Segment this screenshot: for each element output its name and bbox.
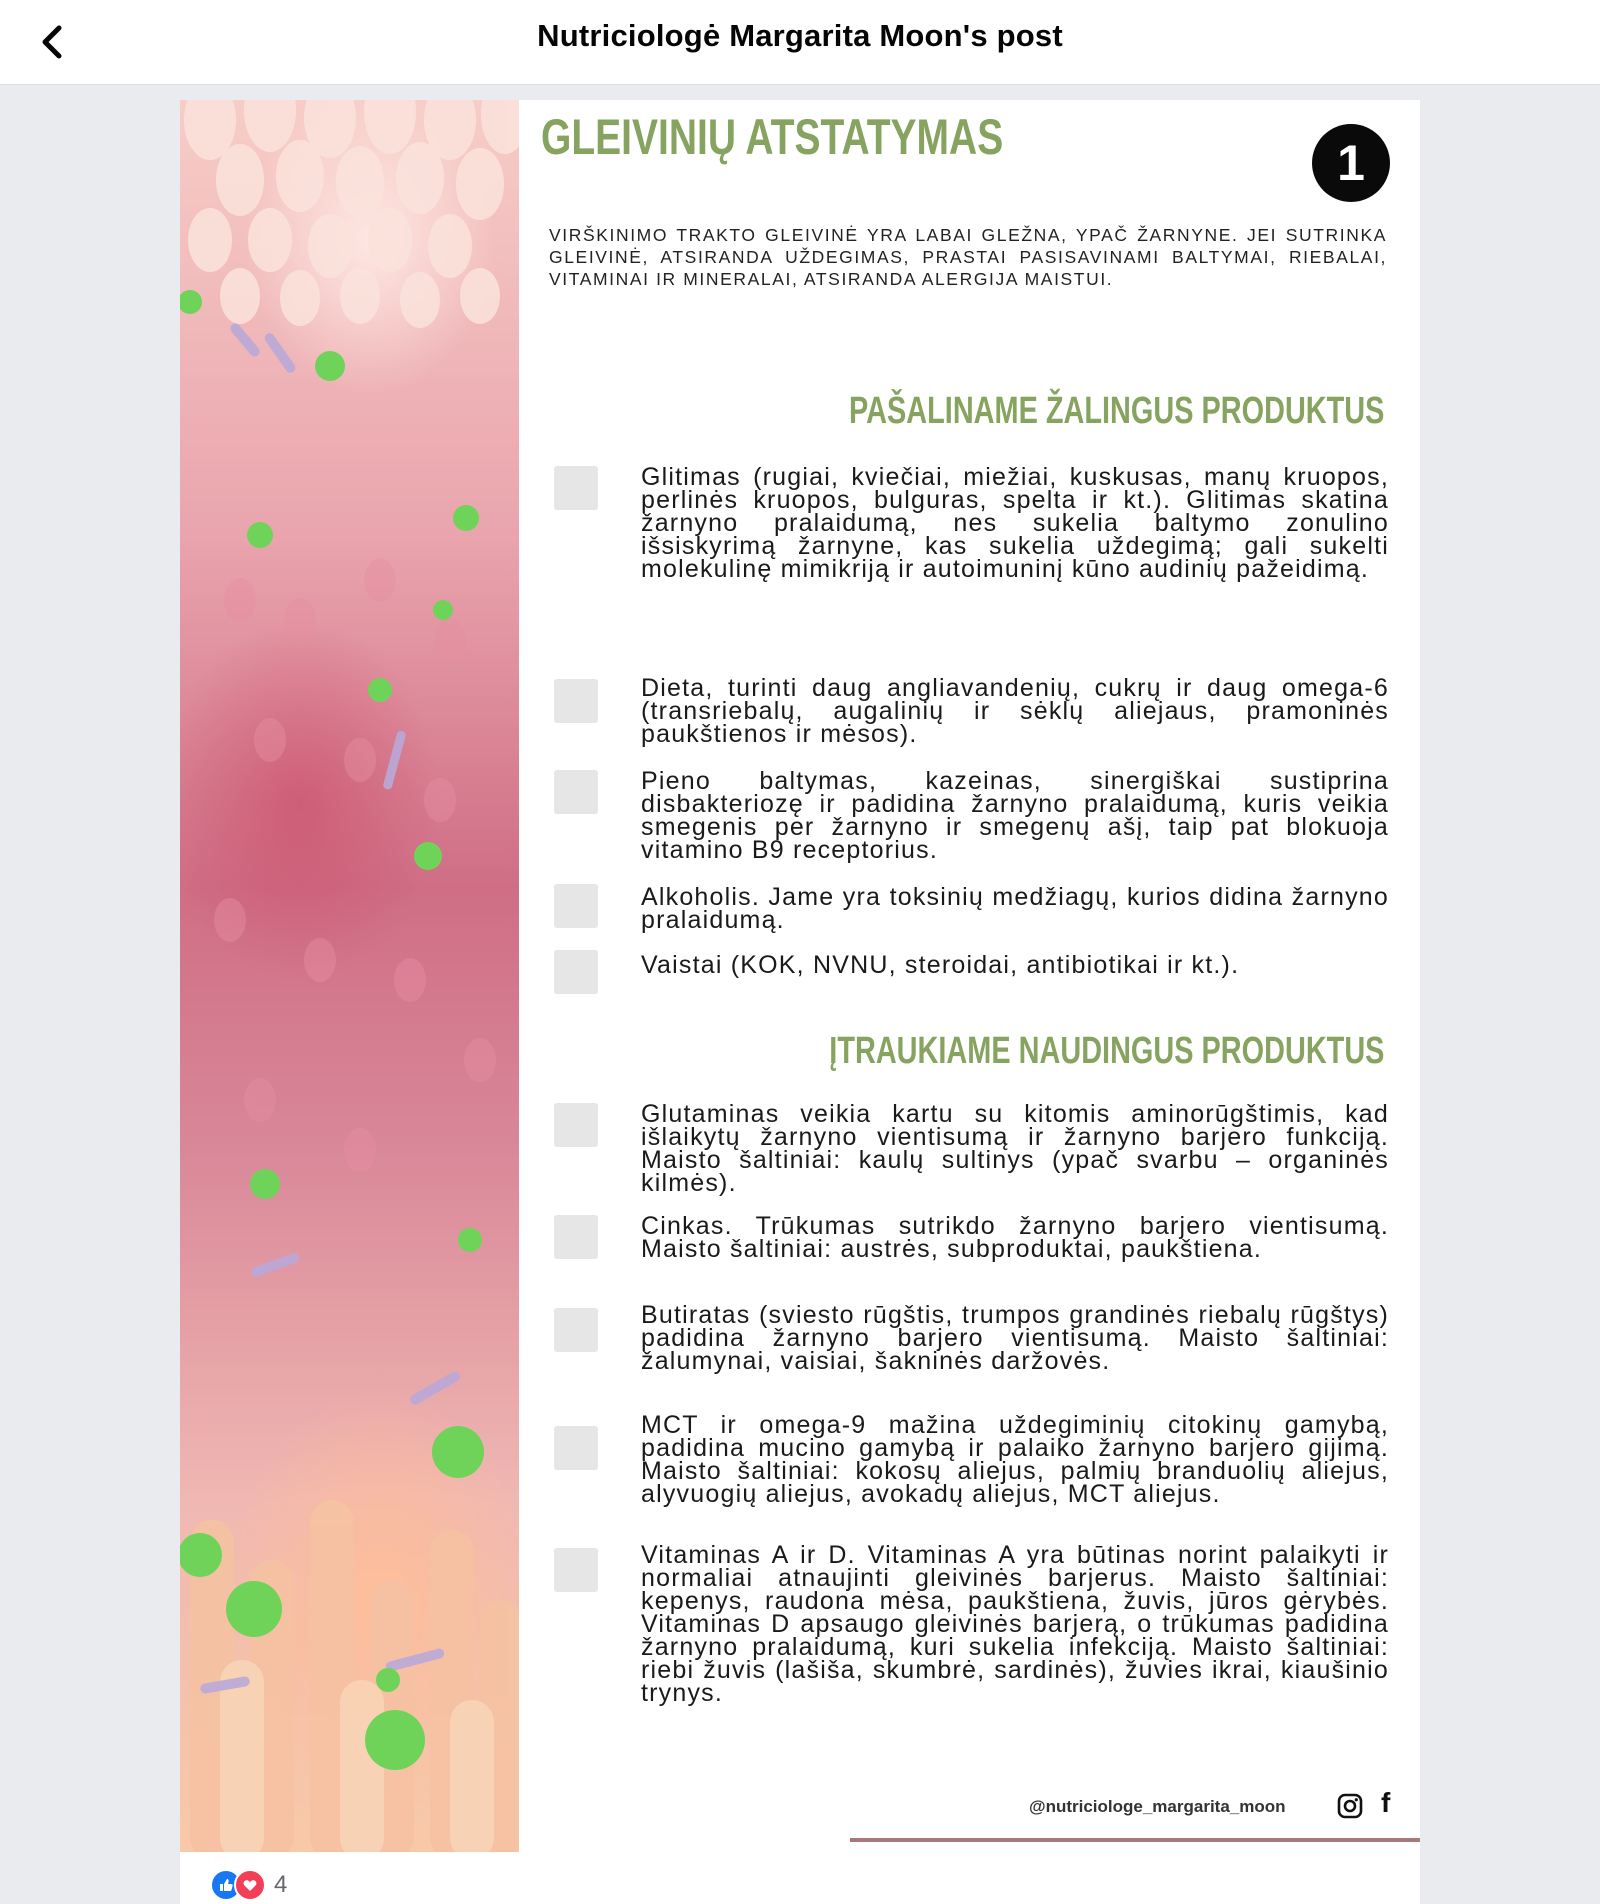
list-item-text: MCT ir omega-9 mažina uždegiminių citokinų gamybą, padidina mucino gamybą ir palaiko žarnyno barjero gijimą. Maisto šaltiniai: kokosų aliejus, palmių branduolių aliejus, alyvuogių aliejus, avokadų aliejus, MCT aliejus. <box>641 1411 1389 1508</box>
checkbox <box>554 770 598 814</box>
checkbox <box>554 1215 598 1259</box>
reaction-count: 4 <box>274 1871 288 1898</box>
list-item-text: Glitimas (rugiai, kviečiai, miežiai, kuskusas, manų kruopos, perlinės kruopos, bulguras, spelta ir kt.). Glitimas skatina žarnyno pralaidumą, nes sukelia baltymo zonulino išsiskyrimą žarnyne, kas sukelia uždegimą; gali sukelti molekulinę mimikriją ir autoimuninį kūno audinių pažeidimą. <box>641 463 1389 583</box>
checkbox <box>554 1308 598 1352</box>
checkbox <box>554 1426 598 1470</box>
list-item-text: Vitaminas A ir D. Vitaminas A yra būtinas norint palaikyti ir normaliai atnaujinti gleivinės barjerus. Maisto šaltiniai: kepenys, raudona mėsa, paukštiena, žuvis, jūros gėrybės. Vitaminas D apsaugo gleivinės barjerą, o trūkumas padidina žarnyno pralaidumą, kuri sukelia infekciją. Maisto šaltiniai: riebi žuvis (lašiša, skumbrė, sardinės), žuvies ikrai, kiaušinio trynys. <box>641 1541 1389 1707</box>
page-title: Nutriciologė Margarita Moon's post <box>537 18 1063 53</box>
list-item-text: Vaistai (KOK, NVNU, steroidai, antibiotikai ir kt.). <box>641 951 1240 979</box>
section-heading-remove: PAŠALINAME ŽALINGUS PRODUKTUS <box>848 390 1384 432</box>
footer-divider <box>850 1838 1420 1842</box>
villi-illustration <box>180 100 519 1852</box>
list-item-text: Cinkas. Trūkumas sutrikdo žarnyno barjero vientisumą. Maisto šaltiniai: austrės, subproduktai, paukštiena. <box>641 1212 1389 1263</box>
checkbox <box>554 884 598 928</box>
intestine-photo[interactable] <box>180 100 519 1852</box>
number-badge: 1 <box>1312 124 1390 202</box>
section-heading-add: ĮTRAUKIAME NAUDINGUS PRODUKTUS <box>828 1030 1384 1072</box>
infographic-image[interactable] <box>519 100 1420 1852</box>
infographic-title: GLEIVINIŲ ATSTATYMAS <box>541 109 1004 165</box>
list-item-text: Dieta, turinti daug angliavandenių, cukrų ir daug omega-6 (transriebalų, augalinių ir sėklų aliejaus, pramoninės paukštienos ir mėsos). <box>641 674 1389 748</box>
reactions-bar[interactable] <box>210 1870 287 1900</box>
checkbox <box>554 466 598 510</box>
top-bar <box>0 0 1600 85</box>
checkbox <box>554 1548 598 1592</box>
instagram-icon <box>1337 1793 1363 1819</box>
checkbox <box>554 950 598 994</box>
intro-text: VIRŠKINIMO TRAKTO GLEIVINĖ YRA LABAI GLEŽNA, YPAČ ŽARNYNE. JEI SUTRINKA GLEIVINĖ, ATSIRANDA UŽDEGIMAS, PRASTAI PASISAVINAMI BALTYMAI, RIEBALAI, VITAMINAI IR MINERALAI, ATSIRANDA ALERGIJA MAISTUI. <box>549 225 1387 289</box>
list-item-text: Glutaminas veikia kartu su kitomis aminorūgštimis, kad išlaikytų žarnyno vientisumą ir žarnyno barjero funkciją. Maisto šaltiniai: kaulų sultinys (ypač svarbu – organinės kilmės). <box>641 1100 1389 1197</box>
checkbox <box>554 679 598 723</box>
post-card <box>180 100 1420 1904</box>
checkbox <box>554 1103 598 1147</box>
list-item-text: Pieno baltymas, kazeinas, sinergiškai sustiprina disbakteriozę ir padidina žarnyno pralaidumą, kuris veikia smegenis per žarnyno ir smegenų ašį, taip pat blokuoja vitamino B9 receptorius. <box>641 767 1389 864</box>
list-item-text: Alkoholis. Jame yra toksinių medžiagų, kurios didina žarnyno pralaidumą. <box>641 883 1389 934</box>
list-item-text: Butiratas (sviesto rūgštis, trumpos grandinės riebalų rūgštys) padidina žarnyno barjero vientisumą. Maisto šaltiniai: žalumynai, vaisiai, šakninės daržovės. <box>641 1301 1389 1375</box>
facebook-icon: f <box>1381 1787 1391 1818</box>
author-handle: @nutriciologe_margarita_moon <box>1029 1797 1286 1816</box>
love-reaction-icon <box>234 1869 266 1901</box>
